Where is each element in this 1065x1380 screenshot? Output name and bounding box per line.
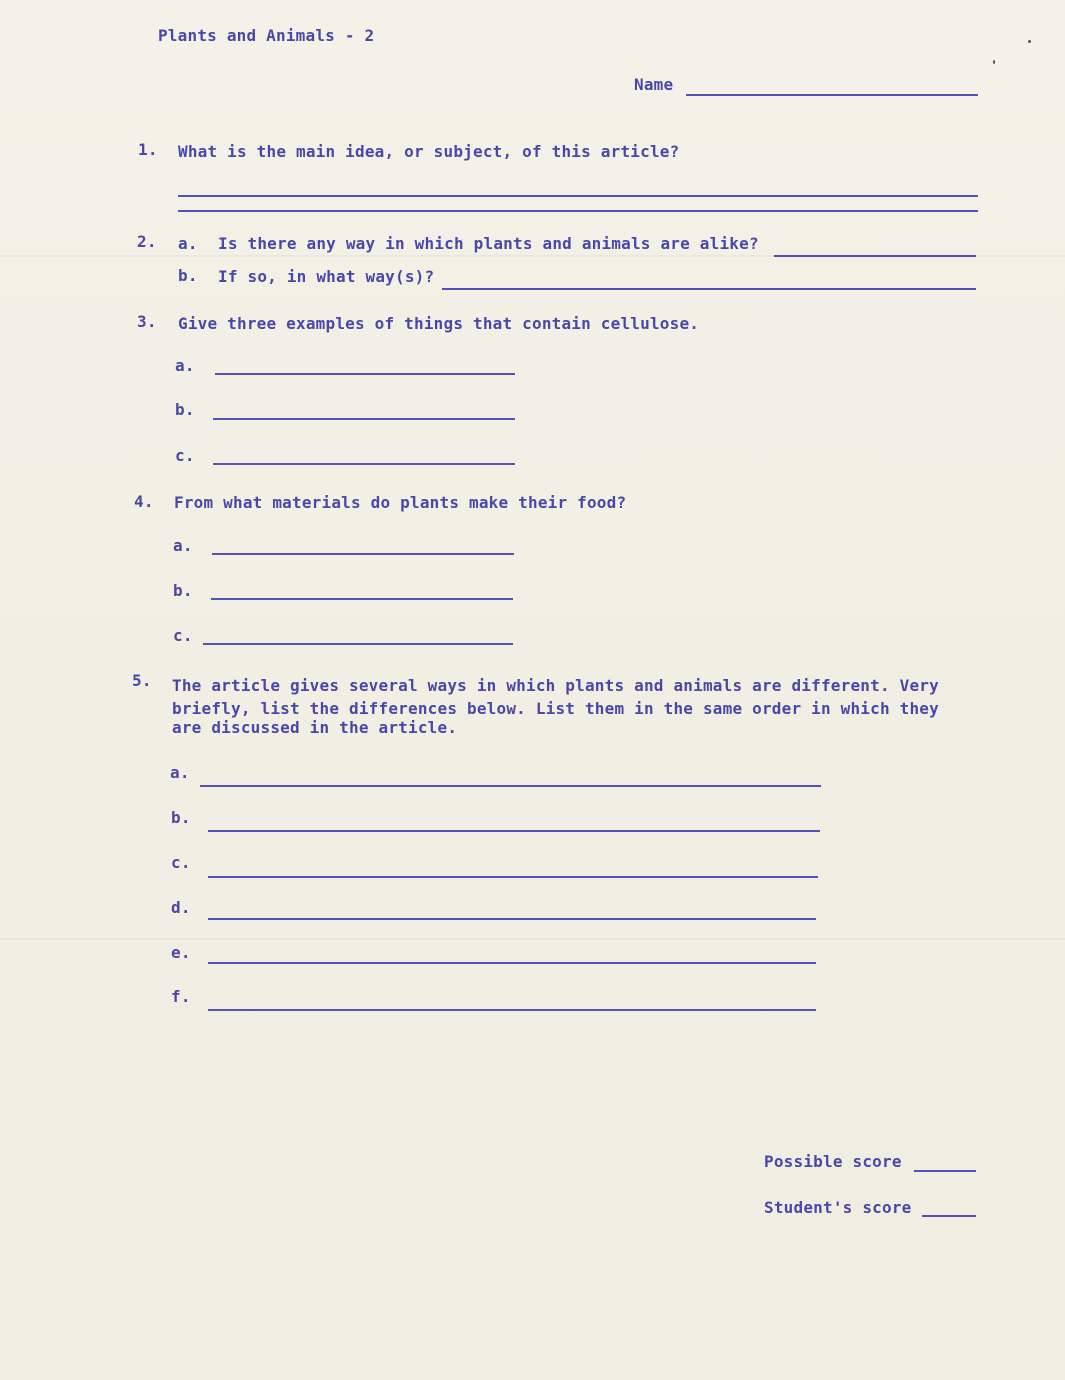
q5-item-c-marker: c. xyxy=(171,853,191,872)
q5-item-f-line[interactable] xyxy=(208,1009,816,1011)
q5-item-d-line[interactable] xyxy=(208,918,816,920)
q4-item-a-marker: a. xyxy=(173,536,193,555)
student-score-line[interactable] xyxy=(922,1215,976,1217)
q4-number: 4. xyxy=(134,492,154,511)
q1-number: 1. xyxy=(138,140,158,159)
q2a-text: Is there any way in which plants and animals are alike? xyxy=(218,234,759,253)
q4-item-c-line[interactable] xyxy=(203,643,513,645)
q5-item-a-marker: a. xyxy=(170,763,190,782)
worksheet-title: Plants and Animals - 2 xyxy=(158,26,375,45)
q5-item-b-line[interactable] xyxy=(208,830,820,832)
q4-item-c-marker: c. xyxy=(173,626,193,645)
q3-item-c-line[interactable] xyxy=(213,463,515,465)
q3-text: Give three examples of things that contain cellulose. xyxy=(178,314,700,333)
q3-item-a-marker: a. xyxy=(175,356,195,375)
paper-speck xyxy=(993,60,995,64)
q5-item-f-marker: f. xyxy=(171,987,191,1006)
name-label: Name xyxy=(634,75,674,94)
student-score-label: Student's score xyxy=(764,1198,912,1217)
q3-item-b-line[interactable] xyxy=(213,418,515,420)
q1-answer-line-2[interactable] xyxy=(178,210,978,212)
q5-item-c-line[interactable] xyxy=(208,876,818,878)
q4-item-b-marker: b. xyxy=(173,581,193,600)
q2a-answer-line[interactable] xyxy=(774,255,976,257)
q2b-text: If so, in what way(s)? xyxy=(218,267,435,286)
q2a-marker: a. xyxy=(178,234,198,253)
q5-text-line-1: The article gives several ways in which plants and animals are different. Very xyxy=(172,676,939,695)
q2-number: 2. xyxy=(137,232,157,251)
q3-item-c-marker: c. xyxy=(175,446,195,465)
paper-fold xyxy=(0,938,1065,940)
q1-text: What is the main idea, or subject, of this article? xyxy=(178,142,680,161)
q1-answer-line-1[interactable] xyxy=(178,195,978,197)
q4-text: From what materials do plants make their food? xyxy=(174,493,627,512)
q5-item-e-marker: e. xyxy=(171,943,191,962)
q2b-answer-line[interactable] xyxy=(442,288,976,290)
q4-item-a-line[interactable] xyxy=(212,553,514,555)
q5-item-a-line[interactable] xyxy=(200,785,821,787)
name-answer-line[interactable] xyxy=(686,94,978,96)
possible-score-line[interactable] xyxy=(914,1170,976,1172)
q5-item-b-marker: b. xyxy=(171,808,191,827)
q5-number: 5. xyxy=(132,671,152,690)
q5-text-line-3: are discussed in the article. xyxy=(172,718,458,737)
q5-item-d-marker: d. xyxy=(171,898,191,917)
q5-text-line-2: briefly, list the differences below. List them in the same order in which they xyxy=(172,699,939,718)
q3-number: 3. xyxy=(137,312,157,331)
possible-score-label: Possible score xyxy=(764,1152,902,1171)
paper-speck xyxy=(1028,40,1031,43)
q3-item-b-marker: b. xyxy=(175,400,195,419)
q2b-marker: b. xyxy=(178,266,198,285)
q4-item-b-line[interactable] xyxy=(211,598,513,600)
q5-item-e-line[interactable] xyxy=(208,962,816,964)
q3-item-a-line[interactable] xyxy=(215,373,515,375)
